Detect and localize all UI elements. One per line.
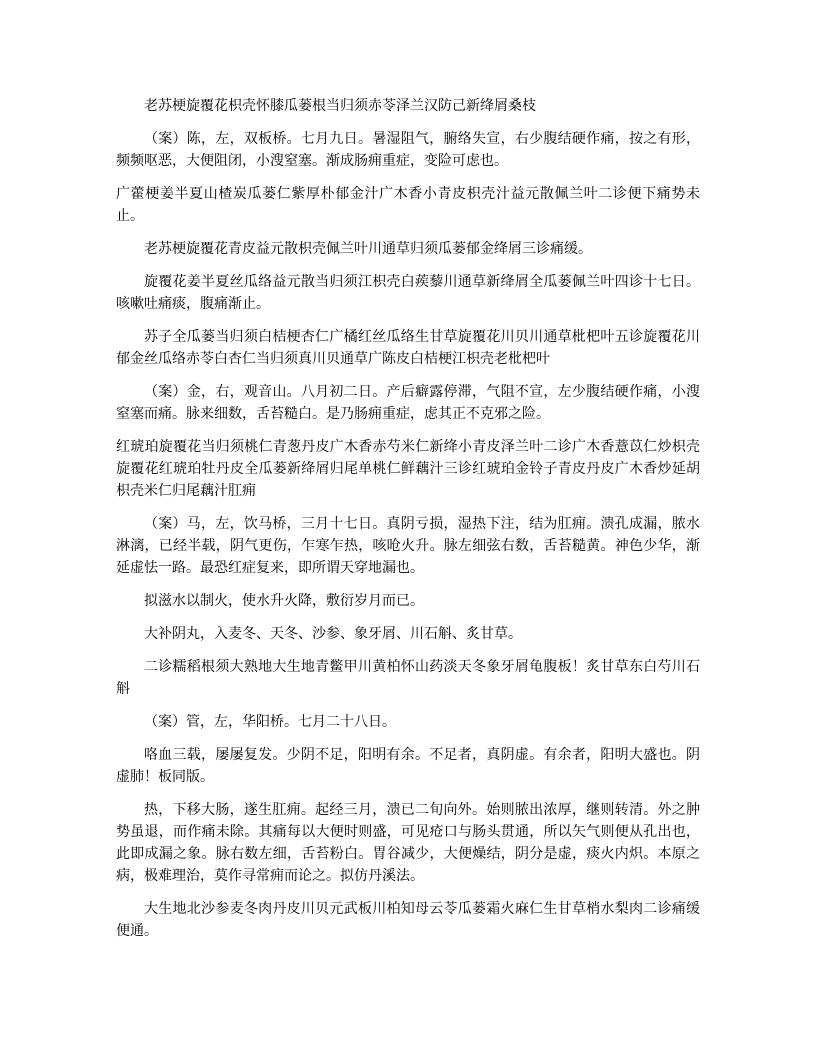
paragraph: 老苏梗旋覆花青皮益元散枳壳佩兰叶川通草归须瓜蒌郁金绛屑三诊痛缓。 xyxy=(144,242,592,257)
paragraph: 二诊糯稻根须大熟地大生地青鳖甲川黄柏怀山药淡天冬象牙屑龟腹板！炙甘草东白芍川石斛 xyxy=(116,660,700,697)
paragraph: 热，下移大肠，遂生肛痈。起经三月，溃已二旬向外。始则脓出浓厚，继则转清。外之肿势虽退，而作痛未除。其痛每以大便时则盛，可见疮口与肠头贯通，所以矢气则便从孔出也，此即成漏之象。脉右数左细，舌苔粉白。胃谷减少，大便燥结，阴分是虚，痰火内炽。本原之病，极难理治，莫作寻常痈而论之。拟仿丹溪法。 xyxy=(116,803,700,884)
paragraph: 广藿梗姜半夏山楂炭瓜蒌仁紫厚朴郁金汁广木香小青皮枳壳汁益元散佩兰叶二诊便下痛势未止。 xyxy=(116,187,700,224)
paragraph: （案）金，右，观音山。八月初二日。产后癖露停滞，气阻不宣，左少腹结硬作痛，小溲窒塞而痛。脉来细数，舌苔糙白。是乃肠痈重症，虑其正不克邪之险。 xyxy=(116,385,700,422)
paragraph: （案）陈，左，双板桥。七月九日。暑湿阻气，腑络失宣，右少腹结硬作痛，按之有形，频频呕恶，大便阻闭，小溲窒塞。渐成肠痈重症，变险可虑也。 xyxy=(116,132,700,169)
paragraph: 苏子全瓜蒌当归须白桔梗杏仁广橘红丝瓜络生甘草旋覆花川贝川通草枇杷叶五诊旋覆花川郁金丝瓜络赤苓白杏仁当归须真川贝通草广陈皮白桔梗江枳壳老枇杷叶 xyxy=(116,330,700,367)
document-body xyxy=(116,96,700,943)
paragraph: （案）马，左，饮马桥，三月十七日。真阴亏损，湿热下注，结为肛痈。溃孔成漏，脓水淋漓，已经半载，阴气更伤，乍寒乍热，咳呛火升。脉左细弦右数，舌苔糙黄。神色少华，渐延虚怯一路。最恐红症复来，即所谓天穿地漏也。 xyxy=(116,517,700,576)
paragraph: 红琥珀旋覆花当归须桃仁青葱丹皮广木香赤芍米仁新绛小青皮泽兰叶二诊广木香薏苡仁炒枳壳旋覆花红琥珀牡丹皮全瓜蒌新绛屑归尾单桃仁鲜藕汁三诊红琥珀金铃子青皮丹皮广木香炒延胡枳壳米仁归尾藕汁肛痈 xyxy=(116,440,700,499)
paragraph: 大生地北沙参麦冬肉丹皮川贝元武板川柏知母云苓瓜蒌霜火麻仁生甘草梢水梨肉二诊痛缓便通。 xyxy=(116,902,700,939)
paragraph: 老苏梗旋覆花枳壳怀膝瓜蒌根当归须赤苓泽兰汉防己新绛屑桑枝 xyxy=(144,99,536,114)
paragraph: （案）管，左，华阳桥。七月二十八日。 xyxy=(144,715,396,730)
paragraph: 旋覆花姜半夏丝瓜络益元散当归须江枳壳白蒺藜川通草新绛屑全瓜蒌佩兰叶四诊十七日。咳嗽吐痛痰，腹痛渐止。 xyxy=(116,275,700,312)
paragraph: 大补阴丸，入麦冬、天冬、沙参、象牙屑、川石斛、炙甘草。 xyxy=(144,627,522,642)
paragraph: 拟滋水以制火，使水升火降，敷衍岁月而已。 xyxy=(144,594,424,609)
paragraph: 咯血三载，屡屡复发。少阴不足，阳明有余。不足者，真阴虚。有余者，阳明大盛也。阴虚肺！板同版。 xyxy=(116,748,700,785)
